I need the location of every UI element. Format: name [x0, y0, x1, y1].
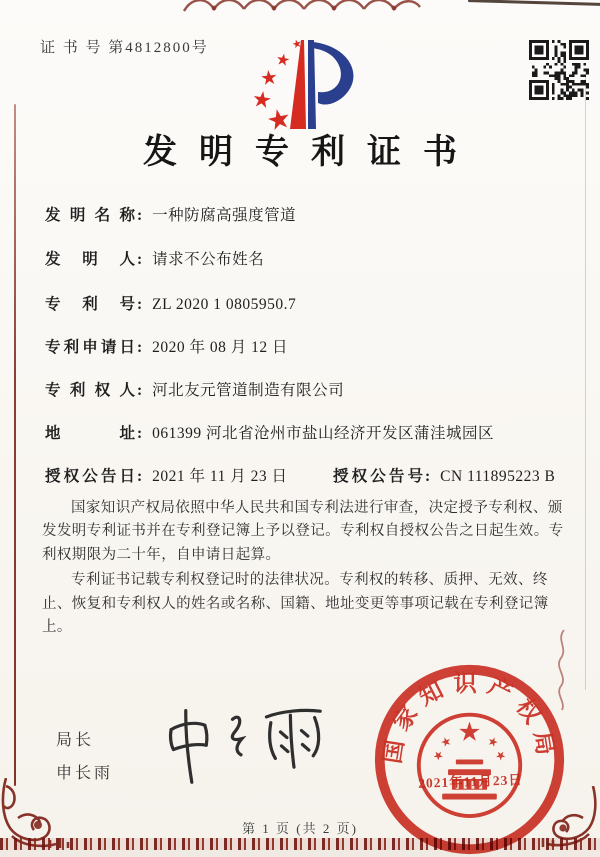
field-patentee — [45, 378, 344, 400]
seal-date: 2021年11月23日 — [417, 772, 524, 791]
field-colon: : — [137, 468, 143, 485]
field-value: 061399 河北省沧州市盐山经济开发区蒲洼城园区 — [152, 425, 495, 442]
qr-code — [527, 40, 591, 100]
field-colon: : — [137, 382, 143, 399]
legal-paragraph-1: 国家知识产权局依照中华人民共和国专利法进行审查，决定授予专利权、颁发发明专利证书并在专利登记簿上予以登记。专利权自授权公告之日起生效。专利权期限为二十年，自申请日起算。 — [42, 500, 564, 563]
field-colon: : — [137, 296, 143, 313]
left-border-line — [14, 104, 16, 786]
field-colon: : — [137, 207, 143, 224]
field-patent-number — [45, 292, 296, 314]
field-address — [45, 421, 494, 443]
top-border-ornament — [182, 0, 422, 13]
field-label: 专利号 — [45, 296, 135, 313]
svg-text:国家知识产权局 — [379, 670, 560, 766]
field-value: ZL 2020 1 0805950.7 — [152, 296, 297, 313]
page-title: 发明专利证书 — [143, 134, 479, 171]
field-value: 河北友元管道制造有限公司 — [152, 382, 345, 399]
field-filing-date — [45, 335, 288, 357]
field-value: 2021 年 11 月 23 日 — [152, 468, 288, 485]
field-label: 发明名称 — [45, 207, 135, 224]
field-value: 2020 年 08 月 12 日 — [152, 339, 289, 356]
seal-text: 国家知识产权局 — [379, 670, 560, 766]
field-colon: : — [137, 425, 143, 442]
certificate-number: 证 书 号 第4812800号 — [40, 40, 209, 56]
page-footer: 第 1 页 (共 2 页) — [242, 821, 358, 836]
cnipa-logo — [242, 36, 362, 132]
field-label: 授权公告日 — [45, 468, 135, 485]
legal-text — [42, 497, 564, 642]
field-value: 请求不公布姓名 — [152, 251, 265, 268]
photo-edge-line — [468, 0, 600, 6]
director-signature — [160, 690, 345, 792]
field-value: CN 111895223 B — [440, 468, 556, 485]
field-invention-name — [45, 203, 296, 225]
legal-paragraph-2: 专利证书记载专利权登记时的法律状况。专利权的转移、质押、无效、终止、恢复和专利权人的姓名或名称、国籍、地址变更等事项记载在专利登记簿上。 — [42, 572, 549, 636]
field-label: 发明人 — [45, 251, 135, 268]
field-label: 地址 — [45, 425, 135, 442]
field-colon: : — [425, 468, 431, 485]
field-grant-number — [333, 464, 555, 486]
director-title: 局长 — [56, 732, 95, 749]
field-label: 专利申请日 — [45, 339, 135, 356]
field-grant-date — [45, 464, 287, 486]
national-emblem — [419, 715, 520, 816]
director-name: 申长雨 — [56, 765, 114, 782]
field-label: 授权公告号 — [333, 468, 423, 485]
field-label: 专利权人 — [45, 382, 135, 399]
field-colon: : — [137, 339, 143, 356]
field-inventor — [45, 247, 264, 269]
field-colon: : — [137, 251, 143, 268]
field-value: 一种防腐高强度管道 — [152, 207, 297, 224]
